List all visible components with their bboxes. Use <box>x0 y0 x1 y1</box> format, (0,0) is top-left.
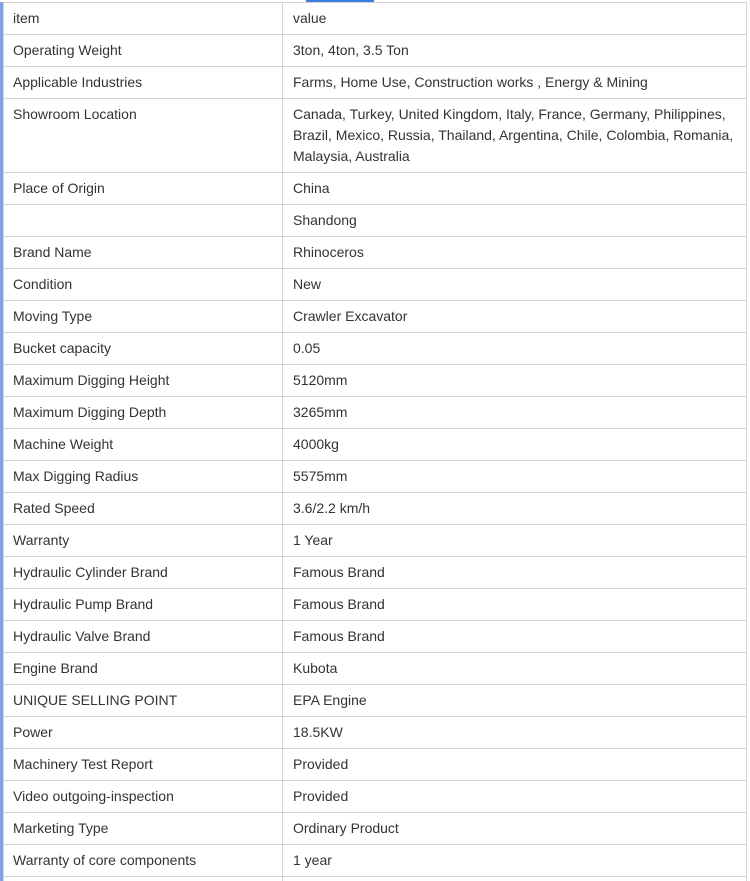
row-value-cell: Famous Brand <box>283 621 747 653</box>
row-value-cell: Ordinary Product <box>283 813 747 845</box>
row-item-cell: Moving Type <box>4 301 283 333</box>
table-row <box>4 365 747 397</box>
table-row <box>4 461 747 493</box>
row-item-cell: UNIQUE SELLING POINT <box>4 685 283 717</box>
table-row <box>4 397 747 429</box>
row-value-cell <box>283 877 747 881</box>
table-row <box>4 525 747 557</box>
row-item-cell: Warranty of core components <box>4 845 283 877</box>
row-item-cell: Max Digging Radius <box>4 461 283 493</box>
table-row <box>4 67 747 99</box>
row-item-cell: Engine Brand <box>4 653 283 685</box>
row-item-cell: Hydraulic Valve Brand <box>4 621 283 653</box>
row-item-cell: Brand Name <box>4 237 283 269</box>
row-item-cell: Operating Weight <box>4 35 283 67</box>
row-item-cell: Marketing Type <box>4 813 283 845</box>
row-item-cell: Machine Weight <box>4 429 283 461</box>
table-row <box>4 237 747 269</box>
table-row <box>4 653 747 685</box>
row-item-cell: Machinery Test Report <box>4 749 283 781</box>
row-item-cell: Maximum Digging Height <box>4 365 283 397</box>
table-row <box>4 813 747 845</box>
row-value-cell: Canada, Turkey, United Kingdom, Italy, France, Germany, Philippines, Brazil, Mexico, Russia, Thailand, Argentina, Chile, Colombia, Romania, Malaysia, Australia <box>283 99 747 173</box>
row-item-cell: Showroom Location <box>4 99 283 173</box>
table-row <box>4 173 747 205</box>
row-value-cell: 1 year <box>283 845 747 877</box>
table-row <box>4 269 747 301</box>
row-value-cell: 0.05 <box>283 333 747 365</box>
header-item-cell: item <box>4 3 283 35</box>
row-value-cell: Famous Brand <box>283 589 747 621</box>
table-row <box>4 685 747 717</box>
row-value-cell: EPA Engine <box>283 685 747 717</box>
row-value-cell: Provided <box>283 781 747 813</box>
table-row <box>4 877 747 881</box>
table-row <box>4 429 747 461</box>
table-row <box>4 845 747 877</box>
row-value-cell: 1 Year <box>283 525 747 557</box>
table-row <box>4 205 747 237</box>
table-row <box>4 333 747 365</box>
row-value-cell: Kubota <box>283 653 747 685</box>
table-row <box>4 781 747 813</box>
row-value-cell: China <box>283 173 747 205</box>
row-item-cell: Bucket capacity <box>4 333 283 365</box>
row-item-cell: Rated Speed <box>4 493 283 525</box>
row-value-cell: 3ton, 4ton, 3.5 Ton <box>283 35 747 67</box>
row-item-cell <box>4 205 283 237</box>
row-value-cell: 4000kg <box>283 429 747 461</box>
row-item-cell: Place of Origin <box>4 173 283 205</box>
row-value-cell: Crawler Excavator <box>283 301 747 333</box>
table-header-row <box>4 3 747 35</box>
row-value-cell: Famous Brand <box>283 557 747 589</box>
row-item-cell: Maximum Digging Depth <box>4 397 283 429</box>
spec-table <box>3 2 747 881</box>
table-row <box>4 35 747 67</box>
table-row <box>4 301 747 333</box>
row-item-cell: Hydraulic Cylinder Brand <box>4 557 283 589</box>
row-value-cell: 5575mm <box>283 461 747 493</box>
row-item-cell: Warranty <box>4 525 283 557</box>
table-row <box>4 99 747 173</box>
row-value-cell: 3265mm <box>283 397 747 429</box>
table-row <box>4 749 747 781</box>
row-value-cell: 5120mm <box>283 365 747 397</box>
table-row <box>4 493 747 525</box>
row-item-cell: Condition <box>4 269 283 301</box>
table-row <box>4 621 747 653</box>
row-value-cell: Rhinoceros <box>283 237 747 269</box>
row-value-cell: New <box>283 269 747 301</box>
table-row <box>4 589 747 621</box>
row-value-cell: 3.6/2.2 km/h <box>283 493 747 525</box>
row-value-cell: Provided <box>283 749 747 781</box>
table-row <box>4 717 747 749</box>
row-item-cell: Power <box>4 717 283 749</box>
row-item-cell <box>4 877 283 881</box>
row-item-cell: Hydraulic Pump Brand <box>4 589 283 621</box>
header-value-cell: value <box>283 3 747 35</box>
row-value-cell: Farms, Home Use, Construction works , Energy & Mining <box>283 67 747 99</box>
row-value-cell: 18.5KW <box>283 717 747 749</box>
row-item-cell: Applicable Industries <box>4 67 283 99</box>
table-row <box>4 557 747 589</box>
row-item-cell: Video outgoing-inspection <box>4 781 283 813</box>
spec-table-body <box>4 3 747 881</box>
row-value-cell: Shandong <box>283 205 747 237</box>
